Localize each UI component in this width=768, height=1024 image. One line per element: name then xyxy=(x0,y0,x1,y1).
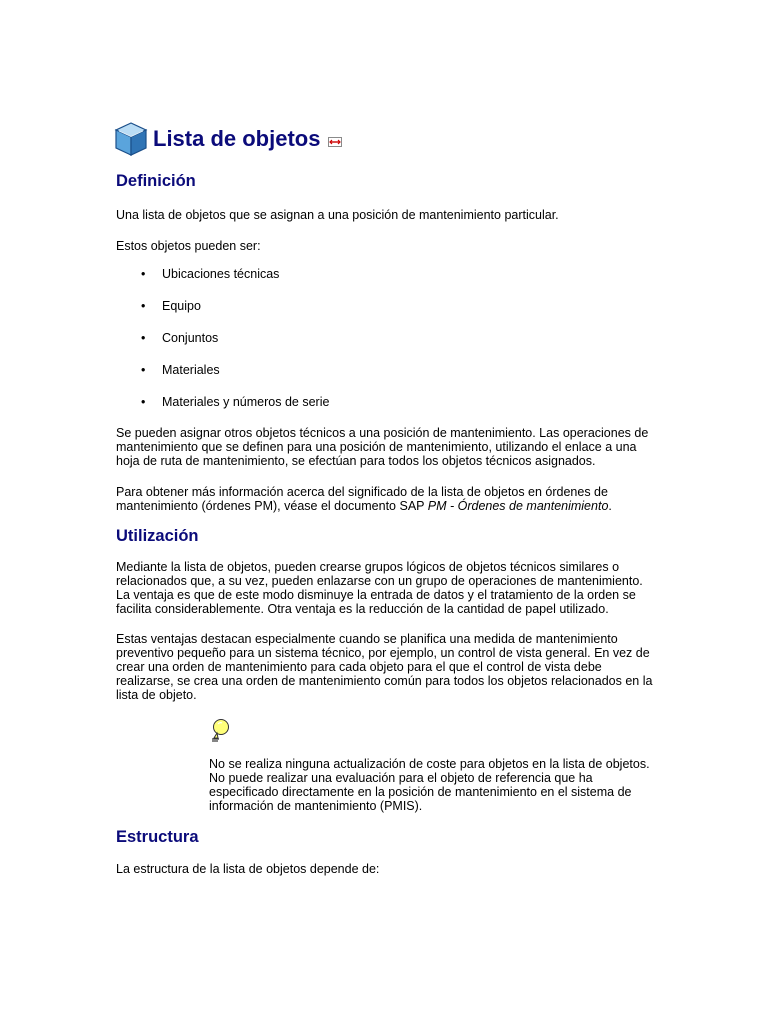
list-item: • Materiales y números de serie xyxy=(141,395,330,409)
list-item: • Ubicaciones técnicas xyxy=(141,267,280,281)
section-heading-definicion: Definición xyxy=(116,172,196,190)
list-item: • Conjuntos xyxy=(141,331,219,345)
title-row xyxy=(114,118,342,160)
more-info-paragraph: Para obtener más información acerca del significado de la lista de objetos en órdenes de mantenimiento (órdenes PM), véase el documento SAP PM - Órdenes de mantenimiento. xyxy=(116,485,612,513)
note-text: No se realiza ninguna actualización de coste para objetos en la lista de objetos. No puede realizar una evaluación para el objeto de referencia que ha especificado directamente en la posición de mantenimiento en el sistema de información de mantenimiento (PMIS). xyxy=(209,757,650,813)
sap-document-reference: PM - Órdenes de mantenimiento xyxy=(427,499,609,513)
bullet-icon: • xyxy=(141,363,146,377)
document-body xyxy=(116,170,656,876)
note-block xyxy=(209,718,659,813)
bullet-icon: • xyxy=(141,299,146,313)
document-link-icon[interactable] xyxy=(328,137,342,147)
assign-paragraph: Se pueden asignar otros objetos técnicos a una posición de mantenimiento. Las operaciones de mantenimiento que se definen para una posición de mantenimiento, utilizando el enlace a una hoja de ruta de mantenimiento, se efectúan para todos los objetos técnicos asignados. xyxy=(116,426,649,468)
utilizacion-paragraph-2: Estas ventajas destacan especialmente cuando se planifica una medida de mantenimiento preventivo pequeño para un sistema técnico, por ejemplo, un control de vista general. En vez de crear una orden de mantenimiento para cada objeto para el que el control de vista debe realizarse, se crea una orden de mantenimiento común para todos los objetos relacionados en la lista de objeto. xyxy=(116,632,653,702)
list-item: • Materiales xyxy=(141,363,220,377)
bullet-icon: • xyxy=(141,395,146,409)
page-title: Lista de objetos xyxy=(153,126,321,151)
objects-intro: Estos objetos pueden ser: xyxy=(116,239,261,253)
cube-icon xyxy=(114,121,148,157)
bullet-icon: • xyxy=(141,331,146,345)
section-heading-utilizacion: Utilización xyxy=(116,527,199,545)
object-types-list xyxy=(116,267,656,409)
section-heading-estructura: Estructura xyxy=(116,828,199,846)
list-item: • Equipo xyxy=(141,299,201,313)
definicion-paragraph: Una lista de objetos que se asignan a una posición de mantenimiento particular. xyxy=(116,208,559,222)
lightbulb-icon xyxy=(209,718,231,742)
bullet-icon: • xyxy=(141,267,146,281)
utilizacion-paragraph-1: Mediante la lista de objetos, pueden crearse grupos lógicos de objetos técnicos similares o relacionados que, a su vez, pueden enlazarse con un grupo de operaciones de mantenimiento. La ventaja es que de este modo disminuye la entrada de datos y el tratamiento de la orden se facilita considerablemente. Otra ventaja es la reducción de la cantidad de papel utilizado. xyxy=(116,560,643,616)
estructura-paragraph: La estructura de la lista de objetos depende de: xyxy=(116,862,380,876)
